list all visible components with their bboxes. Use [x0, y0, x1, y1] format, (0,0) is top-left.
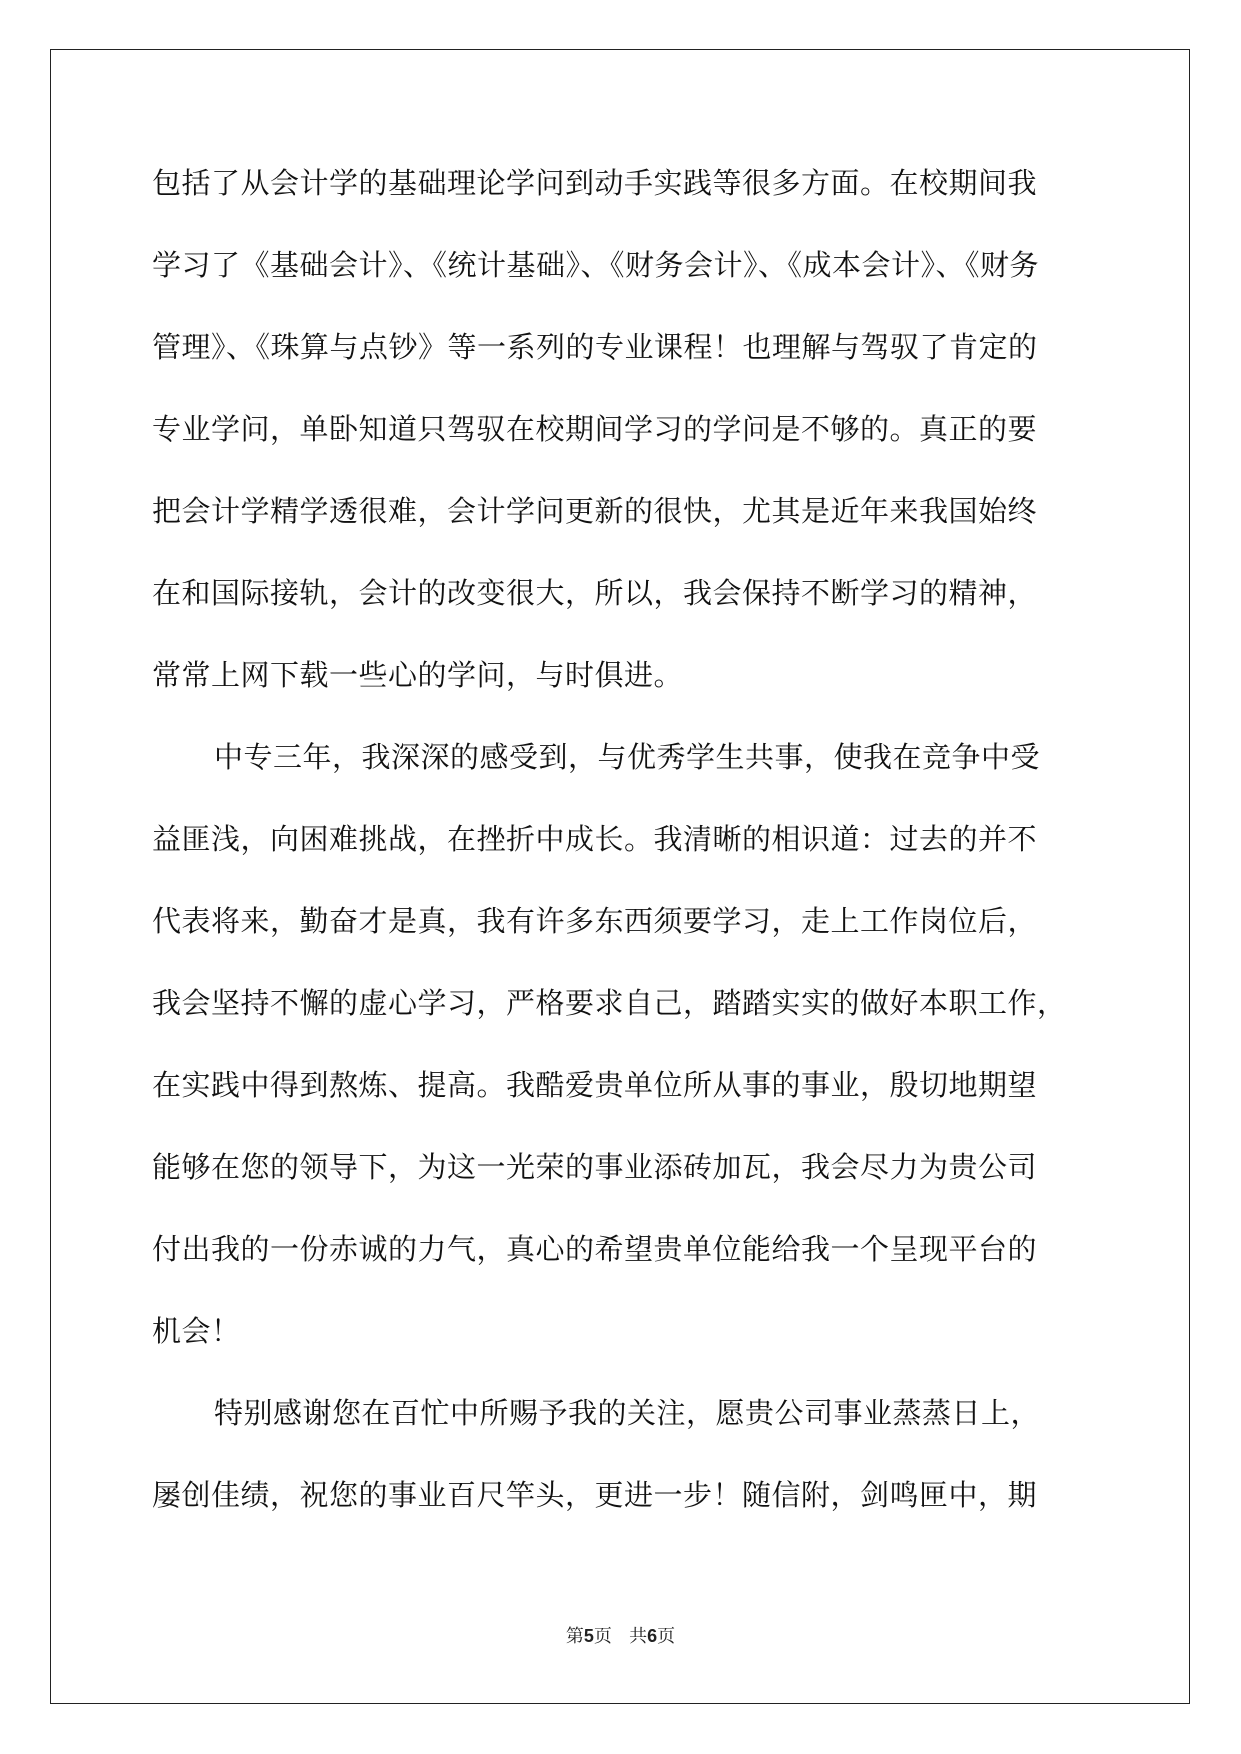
text-line: 屡创佳绩，祝您的事业百尺竿头，更进一步！随信附，剑鸣匣中，期 — [152, 1478, 1038, 1512]
footer-prefix: 第 — [565, 1626, 584, 1647]
text-line: 我会坚持不懈的虚心学习，严格要求自己，踏踏实实的做好本职工作， — [152, 986, 1067, 1020]
document-body — [152, 157, 1092, 1551]
text-line: 包括了从会计学的基础理论学问到动手实践等很多方面。在校期间我 — [152, 166, 1038, 200]
text-line: 管理》、《珠算与点钞》等一系列的专业课程！也理解与驾驭了肯定的 — [152, 330, 1038, 364]
text-line: 代表将来，勤奋才是真，我有许多东西须要学习，走上工作岗位后， — [152, 904, 1038, 938]
text-line: 在和国际接轨，会计的改变很大，所以，我会保持不断学习的精神， — [152, 576, 1038, 610]
paragraph-first-line: 特别感谢您在百忙中所赐予我的关注，愿贵公司事业蒸蒸日上， — [214, 1396, 1041, 1430]
text-line: 常常上网下载一些心的学问，与时俱进。 — [152, 658, 684, 692]
text-line: 能够在您的领导下，为这一光荣的事业添砖加瓦，我会尽力为贵公司 — [152, 1150, 1038, 1184]
text-line: 专业学问，单卧知道只驾驭在校期间学习的学问是不够的。真正的要 — [152, 412, 1038, 446]
footer-suffix: 页 — [657, 1626, 676, 1647]
total-page-number: 6 — [647, 1626, 658, 1646]
text-line: 把会计学精学透很难，会计学问更新的很快，尤其是近年来我国始终 — [152, 494, 1038, 528]
text-line: 学习了《基础会计》、《统计基础》、《财务会计》、《成本会计》、《财务 — [152, 248, 1040, 282]
footer-mid: 页 共 — [593, 1626, 648, 1647]
paragraph-first-line: 中专三年，我深深的感受到，与优秀学生共事，使我在竞争中受 — [214, 740, 1041, 774]
text-line: 机会！ — [152, 1314, 241, 1348]
text-line: 付出我的一份赤诚的力气，真心的希望贵单位能给我一个呈现平台的 — [152, 1232, 1038, 1266]
text-line: 在实践中得到熬炼、提高。我酷爱贵单位所从事的事业，殷切地期望 — [152, 1068, 1038, 1102]
text-line: 益匪浅，向困难挑战，在挫折中成长。我清晰的相识道：过去的并不 — [152, 822, 1038, 856]
page-footer — [0, 1622, 1241, 1648]
current-page-number: 5 — [583, 1626, 594, 1646]
